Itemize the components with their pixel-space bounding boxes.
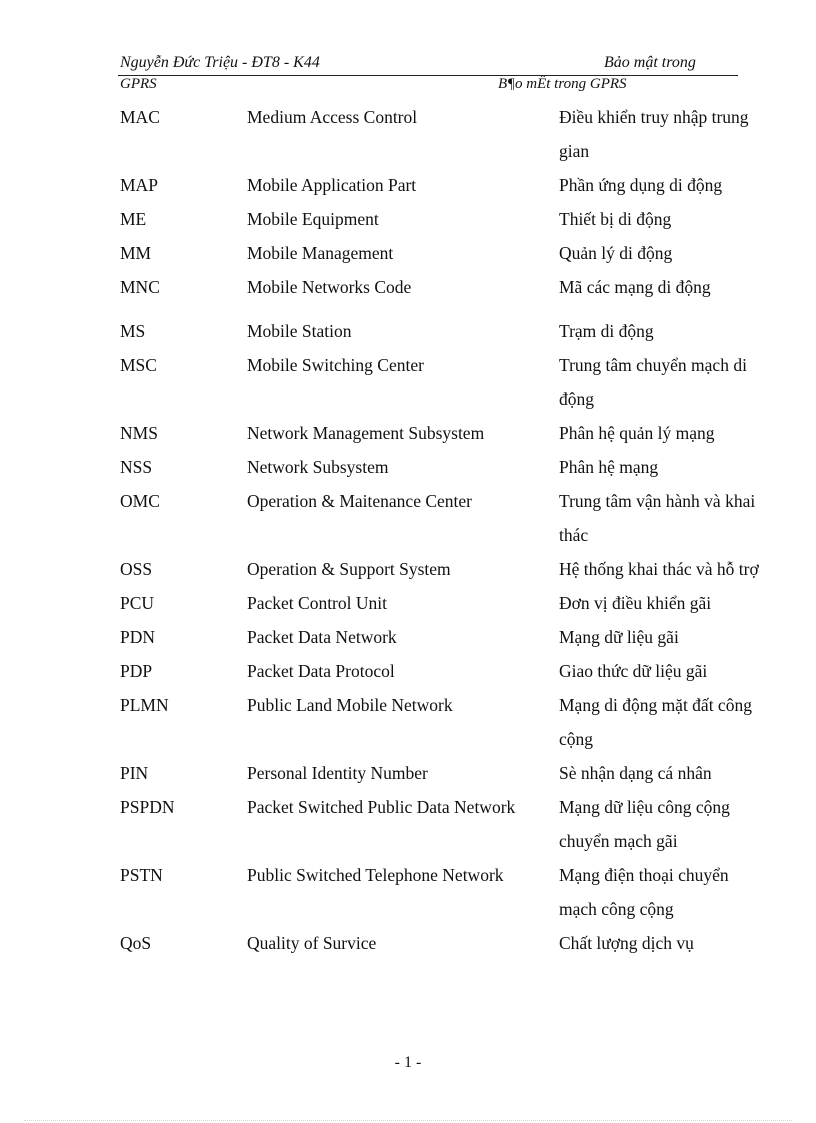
glossary-entry bbox=[120, 450, 760, 484]
header-author: Nguyễn Đức Triệu - ĐT8 - K44 bbox=[120, 54, 320, 71]
abbreviation: QoS bbox=[120, 933, 152, 953]
abbreviation: MM bbox=[120, 243, 152, 263]
full-term: Personal Identity Number bbox=[247, 763, 428, 783]
abbreviation: MSC bbox=[120, 355, 157, 375]
abbreviation: PDN bbox=[120, 627, 156, 647]
abbreviation: OSS bbox=[120, 559, 153, 579]
full-term: Network Subsystem bbox=[247, 457, 389, 477]
glossary-entry bbox=[120, 484, 760, 552]
full-term: Mobile Equipment bbox=[247, 209, 379, 229]
glossary-entry bbox=[120, 314, 760, 348]
vietnamese-term: Giao thức dữ liệu gãi bbox=[559, 661, 708, 681]
glossary-entry bbox=[120, 654, 760, 688]
glossary-entry bbox=[120, 790, 760, 858]
full-term: Packet Data Protocol bbox=[247, 661, 395, 681]
abbreviation: PDP bbox=[120, 661, 153, 681]
glossary-entry bbox=[120, 416, 760, 450]
full-term: Packet Data Network bbox=[247, 627, 397, 647]
full-term: Operation & Maitenance Center bbox=[247, 491, 472, 511]
vietnamese-term: Mạng dữ liệu gãi bbox=[559, 627, 679, 647]
abbreviation: PSTN bbox=[120, 865, 163, 885]
glossary-entry bbox=[120, 100, 760, 168]
glossary-entry bbox=[120, 620, 760, 654]
full-term: Mobile Management bbox=[247, 243, 394, 263]
abbreviation: PIN bbox=[120, 763, 149, 783]
full-term: Operation & Support System bbox=[247, 559, 451, 579]
vietnamese-term: Thiết bị di động bbox=[559, 209, 672, 229]
vietnamese-term: Mạng di động mặt đất công cộng bbox=[559, 695, 752, 749]
vietnamese-term: Chất lượng dịch vụ bbox=[559, 933, 694, 953]
vietnamese-term: Mã các mạng di động bbox=[559, 277, 711, 297]
abbreviation: PSPDN bbox=[120, 797, 175, 817]
vietnamese-term: Mạng điện thoại chuyển mạch công cộng bbox=[559, 865, 729, 919]
abbreviation: NSS bbox=[120, 457, 153, 477]
vietnamese-term: Phân hệ mạng bbox=[559, 457, 659, 477]
page-number: - 1 - bbox=[394, 1054, 422, 1071]
glossary-entry bbox=[120, 168, 760, 202]
header-rule bbox=[118, 75, 738, 76]
glossary-entry bbox=[120, 270, 760, 304]
full-term: Mobile Networks Code bbox=[247, 277, 412, 297]
vietnamese-term: Phân hệ quản lý mạng bbox=[559, 423, 715, 443]
vietnamese-term: Sè nhận dạng cá nhân bbox=[559, 763, 712, 783]
abbreviation: PCU bbox=[120, 593, 155, 613]
full-term: Mobile Switching Center bbox=[247, 355, 424, 375]
full-term: Public Land Mobile Network bbox=[247, 695, 453, 715]
glossary-entry bbox=[120, 236, 760, 270]
glossary-entry bbox=[120, 552, 760, 586]
abbreviation: ME bbox=[120, 209, 147, 229]
abbreviation: MAP bbox=[120, 175, 158, 195]
glossary-entry bbox=[120, 348, 760, 416]
glossary-entry bbox=[120, 926, 760, 960]
full-term: Packet Control Unit bbox=[247, 593, 387, 613]
full-term: Mobile Station bbox=[247, 321, 352, 341]
abbreviation: MNC bbox=[120, 277, 160, 297]
abbreviation: OMC bbox=[120, 491, 160, 511]
glossary-entry bbox=[120, 202, 760, 236]
vietnamese-term: Phần ứng dụng di động bbox=[559, 175, 723, 195]
header-subtitle-right: B¶o mËt trong GPRS bbox=[498, 76, 627, 92]
full-term: Medium Access Control bbox=[247, 107, 418, 127]
full-term: Packet Switched Public Data Network bbox=[247, 797, 516, 817]
page-header bbox=[118, 54, 738, 94]
vietnamese-term: Trung tâm vận hành và khai thác bbox=[559, 491, 756, 545]
abbreviation: NMS bbox=[120, 423, 158, 443]
full-term: Public Switched Telephone Network bbox=[247, 865, 504, 885]
abbreviation-glossary bbox=[120, 100, 760, 960]
abbreviation: MS bbox=[120, 321, 146, 341]
vietnamese-term: Điều khiển truy nhập trung gian bbox=[559, 107, 749, 161]
header-title: Bảo mật trong bbox=[604, 54, 696, 71]
page-bottom-rule bbox=[24, 1120, 792, 1121]
vietnamese-term: Đơn vị điều khiển gãi bbox=[559, 593, 712, 613]
full-term: Mobile Application Part bbox=[247, 175, 417, 195]
glossary-entry bbox=[120, 586, 760, 620]
full-term: Quality of Survice bbox=[247, 933, 377, 953]
glossary-entry bbox=[120, 756, 760, 790]
vietnamese-term: Quản lý di động bbox=[559, 243, 673, 263]
header-subtitle-left: GPRS bbox=[120, 76, 157, 92]
glossary-entry bbox=[120, 688, 760, 756]
vietnamese-term: Trạm di động bbox=[559, 321, 654, 341]
vietnamese-term: Trung tâm chuyển mạch di động bbox=[559, 355, 747, 409]
vietnamese-term: Hệ thống khai thác và hỗ trợ bbox=[559, 559, 759, 579]
vietnamese-term: Mạng dữ liệu công cộng chuyển mạch gãi bbox=[559, 797, 730, 851]
full-term: Network Management Subsystem bbox=[247, 423, 485, 443]
glossary-entry bbox=[120, 858, 760, 926]
abbreviation: PLMN bbox=[120, 695, 169, 715]
abbreviation: MAC bbox=[120, 107, 160, 127]
